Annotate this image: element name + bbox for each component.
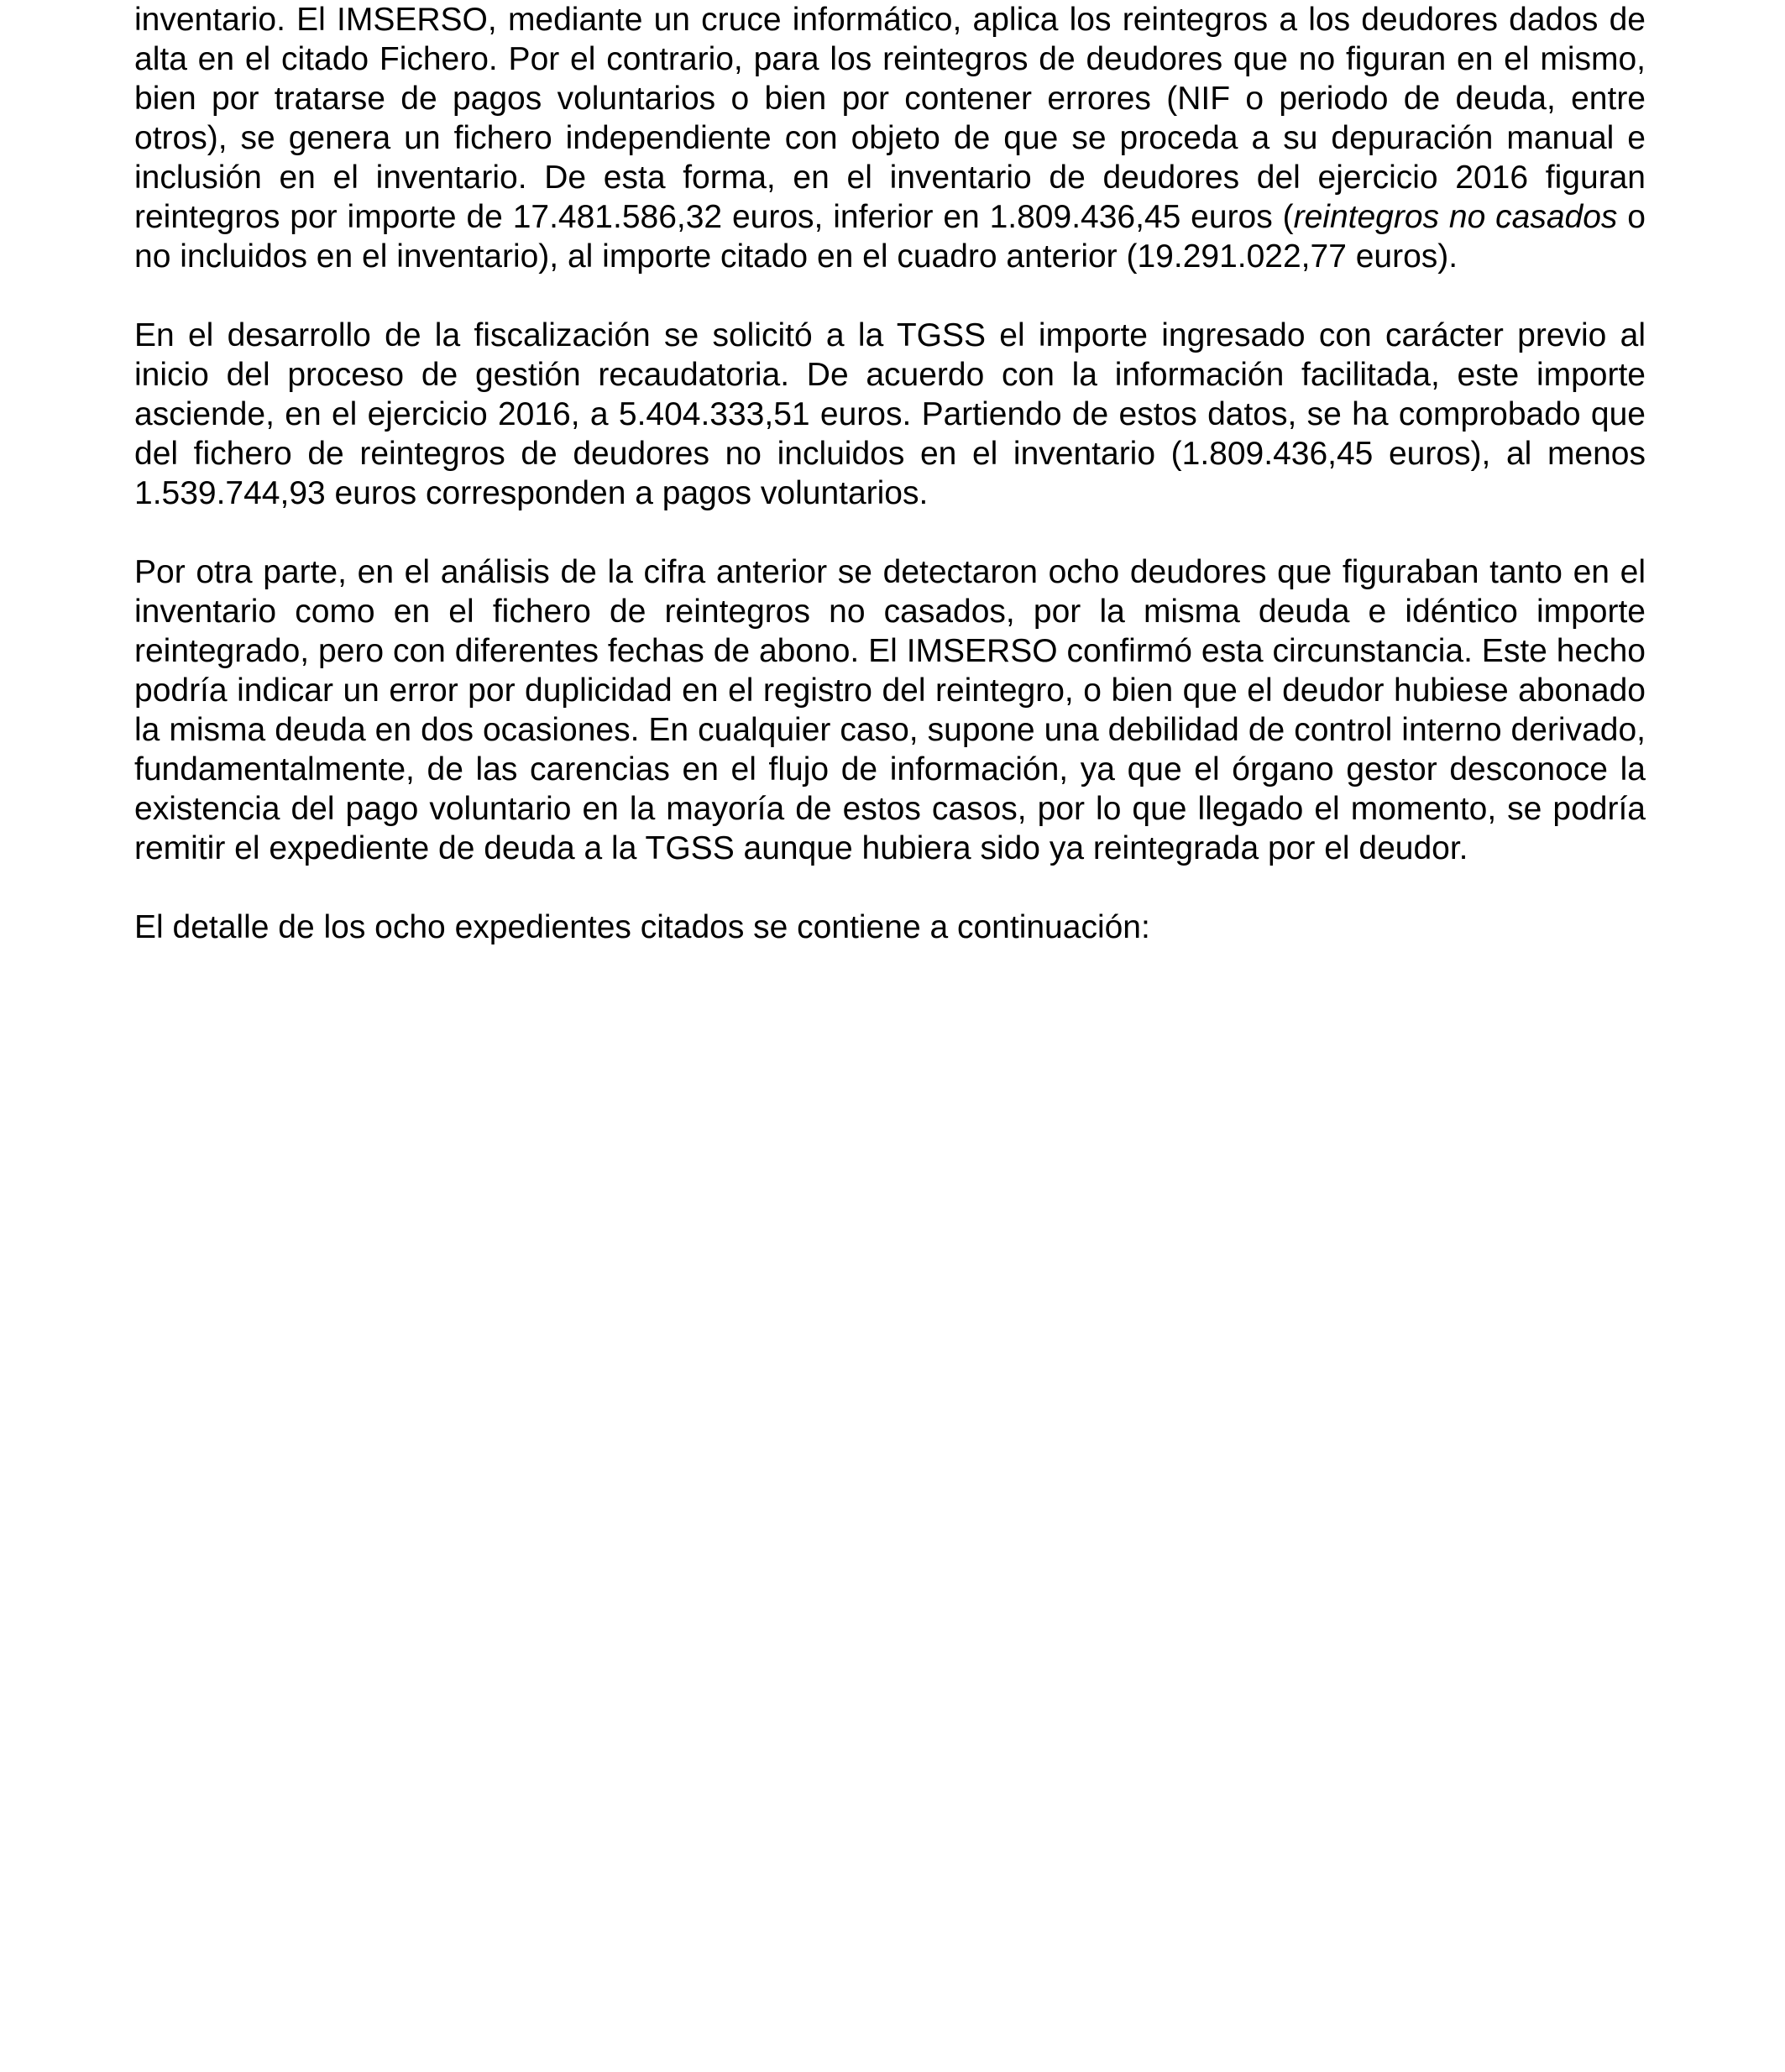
italic-term: reintegros no casados (1293, 199, 1618, 235)
paragraph-deudores-duplicados: Por otra parte, en el análisis de la cifra anterior se detectaron ocho deudores que figuraban tanto en el inventario como en el fichero de reintegros no casados, por la misma deuda e idéntico importe reintegrado, pero con diferentes fechas de abono. El IMSERSO confirmó esta circunstancia. Este hecho podría indicar un error por duplicidad en el registro del reintegro, o bien que el deudor hubiese abonado la misma deuda en dos ocasiones. En cualquier caso, supone una debilidad de control interno derivado, fundamentalmente, de las carencias en el flujo de información, ya que el órgano gestor desconoce la existencia del pago voluntario en la mayoría de estos casos, por lo que llegado el momento, se podría remitir el expediente de deuda a la TGSS aunque hubiera sido ya reintegrada por el deudor. (134, 554, 1646, 866)
paragraph-text: inventario. El IMSERSO, mediante un cruce informático, aplica los reintegros a los deudores dados de alta en el citado Fichero. Por el contrario, para los reintegros de deudores que no figuran en el mismo, bien por tratarse de pagos voluntarios o bien por contener errores (NIF o periodo de deuda, entre otros), se genera un fichero independiente con objeto de que se proceda a su depuración manual e inclusión en el inventario. De esta forma, en el inventario de deudores del ejercicio 2016 figuran reintegros por importe de 17.481.586,32 euros, inferior en 1.809.436,45 euros ( (134, 2, 1646, 235)
paragraph-reintegros-inventario (134, 0, 1646, 276)
paragraph-detalle-expedientes: El detalle de los ocho expedientes citados se contiene a continuación: (134, 909, 1150, 945)
paragraph-text: o no incluidos en el inventario), al importe citado en el cuadro anterior (19.291.022,77 euros). (134, 199, 1646, 275)
document-page (134, 0, 1646, 986)
paragraph-fiscalizacion: En el desarrollo de la fiscalización se solicitó a la TGSS el importe ingresado con carácter previo al inicio del proceso de gestión recaudatoria. De acuerdo con la información facilitada, este importe asciende, en el ejercicio 2016, a 5.404.333,51 euros. Partiendo de estos datos, se ha comprobado que del fichero de reintegros de deudores no incluidos en el inventario (1.809.436,45 euros), al menos 1.539.744,93 euros corresponden a pagos voluntarios. (134, 317, 1646, 511)
